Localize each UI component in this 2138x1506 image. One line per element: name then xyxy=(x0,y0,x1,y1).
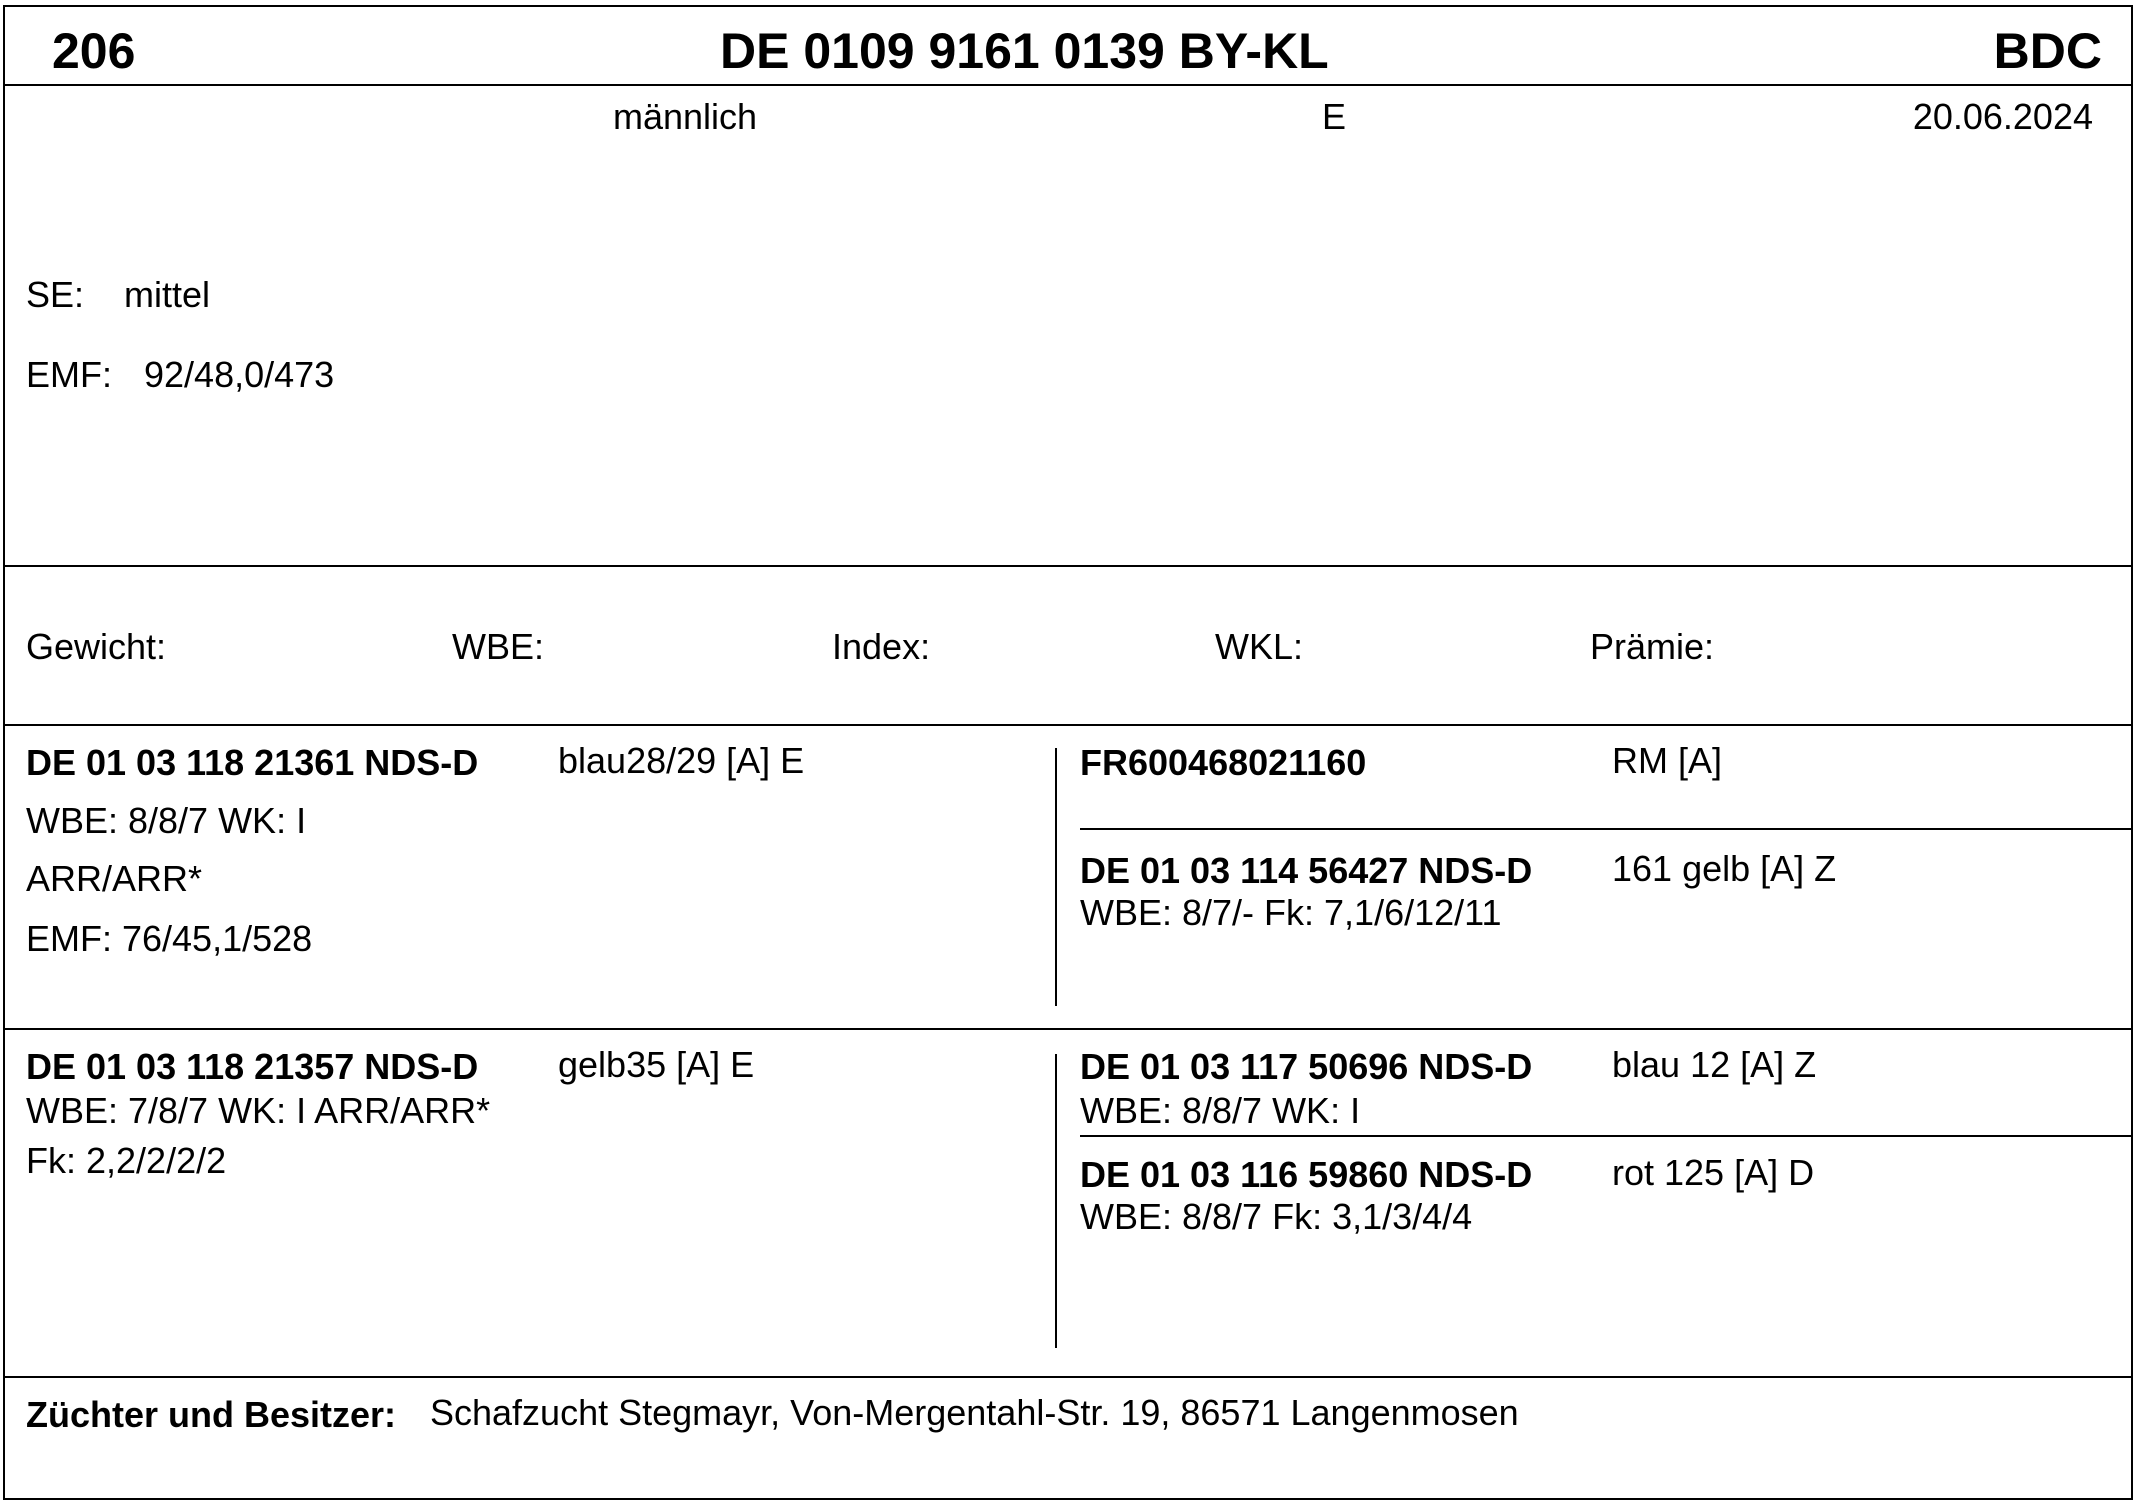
date: 20.06.2024 xyxy=(1912,96,2093,137)
breed-code: BDC xyxy=(1993,23,2102,79)
sex: männlich xyxy=(613,96,758,137)
sire-dam-line1: WBE: 8/7/- Fk: 7,1/6/12/11 xyxy=(1080,892,1502,933)
dam-sire-tag: blau 12 [A] Z xyxy=(1612,1044,1817,1085)
emf-value: 92/48,0/473 xyxy=(144,354,335,395)
sire-id: DE 01 03 118 21361 NDS-D xyxy=(26,742,479,783)
sire-pedigree-divider xyxy=(1055,748,1057,1006)
ear-tag-title: DE 0109 9161 0139 BY-KL xyxy=(720,23,1329,79)
assessment-divider xyxy=(3,724,2133,726)
sire-parents-divider xyxy=(1080,828,2133,830)
sire-sire-tag: RM [A] xyxy=(1612,740,1723,781)
dam-line1: WBE: 7/8/7 WK: I ARR/ARR* xyxy=(26,1090,491,1131)
sire-tag: blau28/29 [A] E xyxy=(558,740,805,781)
dam-tag: gelb35 [A] E xyxy=(558,1044,755,1085)
sire-dam-id: DE 01 03 114 56427 NDS-D xyxy=(1080,850,1533,891)
dam-dam-id: DE 01 03 116 59860 NDS-D xyxy=(1080,1154,1533,1195)
details-divider xyxy=(3,565,2133,567)
dam-pedigree-divider xyxy=(1055,1054,1057,1348)
sire-line1: WBE: 8/8/7 WK: I xyxy=(26,800,307,841)
wkl-label: WKL: xyxy=(1215,626,1304,667)
dam-line2: Fk: 2,2/2/2/2 xyxy=(26,1140,227,1181)
dam-parents-divider xyxy=(1080,1135,2133,1137)
sire-line2: ARR/ARR* xyxy=(26,858,203,899)
class-code: E xyxy=(1322,96,1347,137)
sire-line3: EMF: 76/45,1/528 xyxy=(26,918,313,959)
breeder-owner-label: Züchter und Besitzer: xyxy=(26,1394,397,1435)
lot-number: 206 xyxy=(52,23,136,79)
sire-sire-id: FR600468021160 xyxy=(1080,742,1367,783)
sire-block-divider xyxy=(3,1028,2133,1030)
dam-block-divider xyxy=(3,1376,2133,1378)
se-value: mittel xyxy=(124,274,211,315)
dam-dam-tag: rot 125 [A] D xyxy=(1612,1152,1815,1193)
breeder-owner-value: Schafzucht Stegmayr, Von-Mergentahl-Str. 19, 86571 Langenmosen xyxy=(430,1392,1519,1433)
wbe-label: WBE: xyxy=(452,626,545,667)
dam-sire-line1: WBE: 8/8/7 WK: I xyxy=(1080,1090,1361,1131)
se-label: SE: xyxy=(26,274,85,315)
dam-id: DE 01 03 118 21357 NDS-D xyxy=(26,1046,479,1087)
dam-sire-id: DE 01 03 117 50696 NDS-D xyxy=(1080,1046,1533,1087)
dam-dam-line1: WBE: 8/8/7 Fk: 3,1/3/4/4 xyxy=(1080,1196,1473,1237)
praemie-label: Prämie: xyxy=(1590,626,1715,667)
index-label: Index: xyxy=(832,626,931,667)
emf-label: EMF: xyxy=(26,354,112,395)
sire-dam-tag: 161 gelb [A] Z xyxy=(1612,848,1837,889)
header-divider xyxy=(3,84,2133,86)
weight-label: Gewicht: xyxy=(26,626,167,667)
